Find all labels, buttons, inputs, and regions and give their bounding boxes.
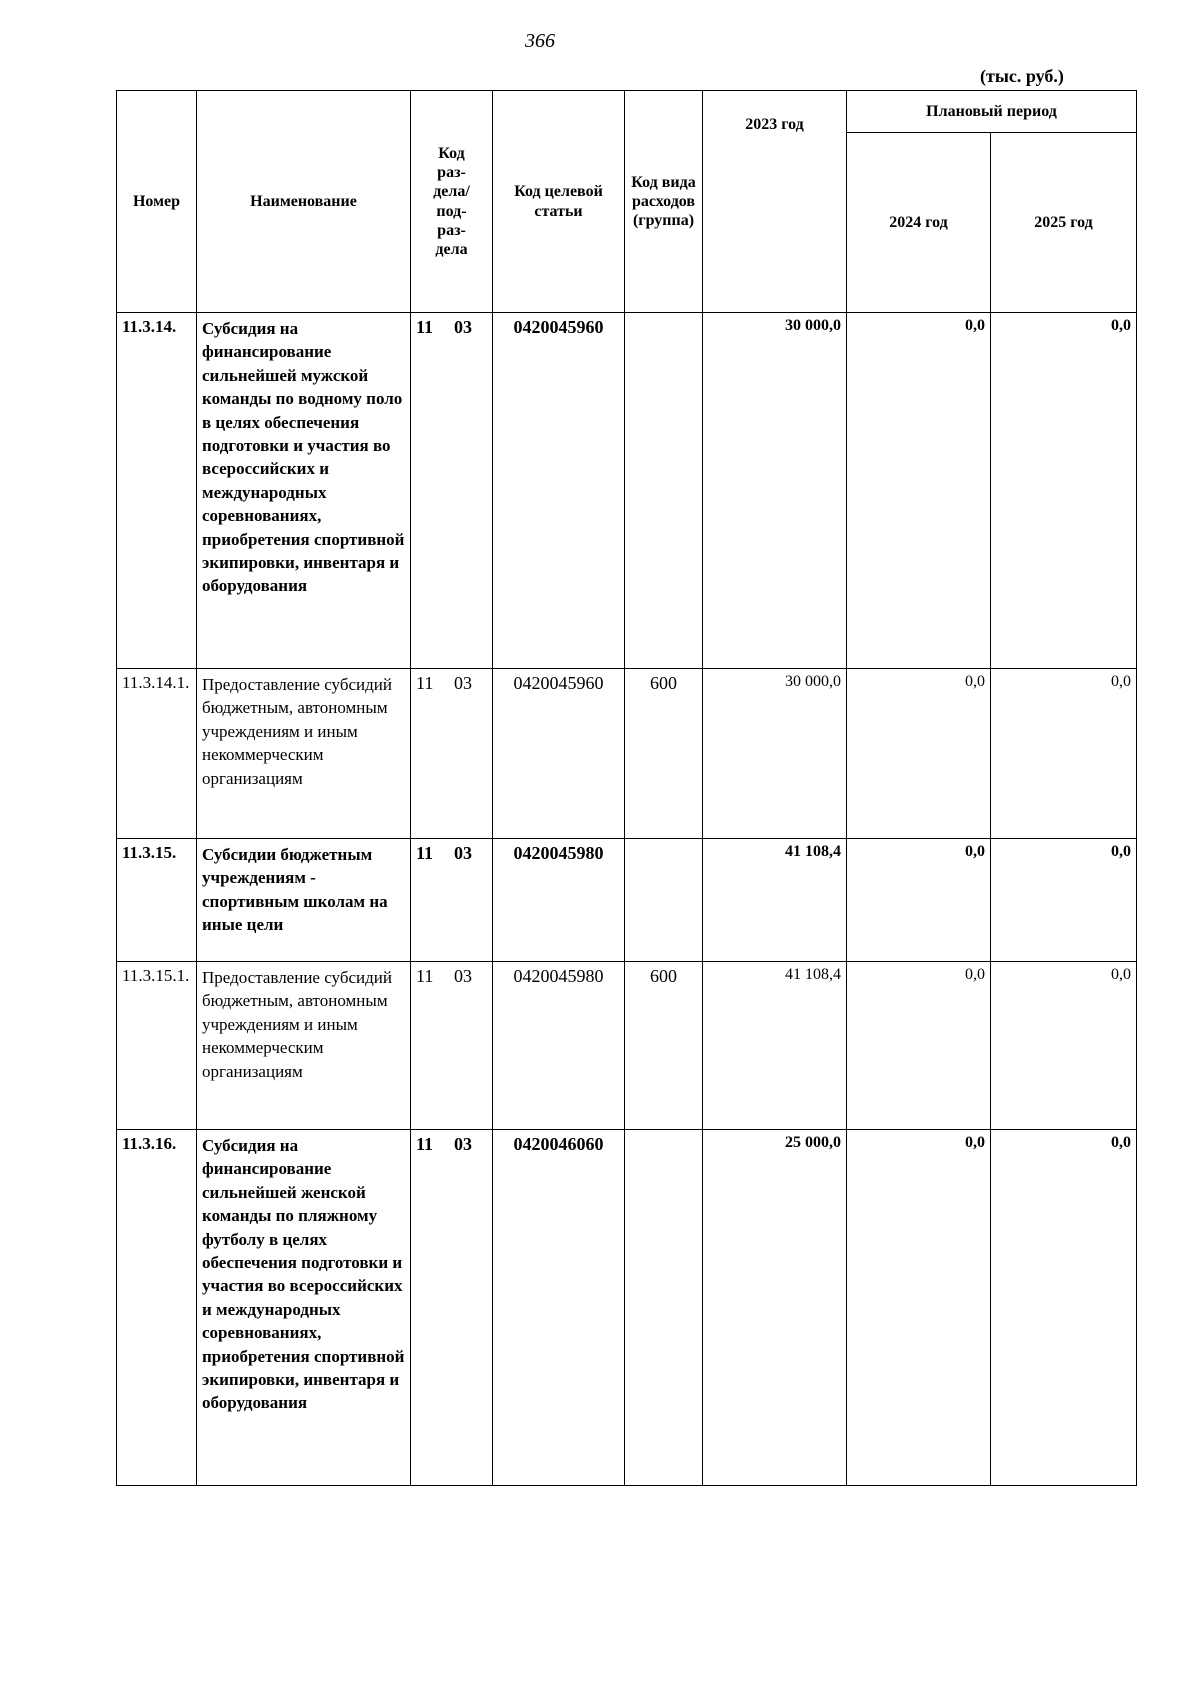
row-section (411, 1130, 493, 1486)
section-code: 11 (416, 317, 434, 337)
row-section (411, 313, 493, 669)
section-code: 11 (416, 1134, 434, 1154)
row-2025: 0,0 (991, 669, 1137, 839)
row-2023: 30 000,0 (703, 313, 847, 669)
row-target: 0420045960 (493, 669, 625, 839)
row-expense (625, 313, 703, 669)
section-code: 11 (416, 966, 434, 986)
row-2024: 0,0 (847, 1130, 991, 1486)
header-year-2023: 2023 год (703, 91, 847, 313)
row-2023: 30 000,0 (703, 669, 847, 839)
row-expense: 600 (625, 962, 703, 1130)
row-2025: 0,0 (991, 313, 1137, 669)
row-expense (625, 1130, 703, 1486)
row-expense: 600 (625, 669, 703, 839)
row-section (411, 839, 493, 962)
table-row (117, 962, 1137, 1130)
row-number: 11.3.15.1. (117, 962, 197, 1130)
section-code: 11 (416, 673, 434, 693)
row-name: Субсидия на финансирование сильнейшей женской команды по пляжному футболу в целях обеспечения подготовки и участия во всероссийских и международных соревнованиях, приобретения спортивной экипировки, инвентаря и оборудования (197, 1130, 411, 1486)
row-number: 11.3.16. (117, 1130, 197, 1486)
row-target: 0420045980 (493, 839, 625, 962)
row-number: 11.3.14. (117, 313, 197, 669)
header-target-code: Код целевой статьи (493, 91, 625, 313)
row-2025: 0,0 (991, 839, 1137, 962)
subsection-code: 03 (454, 966, 472, 986)
page-number: 366 (525, 30, 555, 52)
table-row (117, 313, 1137, 669)
header-number: Номер (117, 91, 197, 313)
row-2023: 25 000,0 (703, 1130, 847, 1486)
row-number: 11.3.15. (117, 839, 197, 962)
header-section-code: Код раз- дела/ под- раз- дела (411, 91, 493, 313)
table-row (117, 1130, 1137, 1486)
table-row (117, 839, 1137, 962)
table-row (117, 669, 1137, 839)
header-name: Наименование (197, 91, 411, 313)
units-label: (тыс. руб.) (980, 66, 1064, 86)
subsection-code: 03 (454, 1134, 472, 1154)
row-2023: 41 108,4 (703, 962, 847, 1130)
row-name: Предоставление субсидий бюджетным, автономным учреждениям и иным некоммерческим организациям (197, 669, 411, 839)
row-number: 11.3.14.1. (117, 669, 197, 839)
row-section (411, 962, 493, 1130)
section-code: 11 (416, 843, 434, 863)
header-expense-code: Код вида расходов (группа) (625, 91, 703, 313)
header-year-2024: 2024 год (847, 133, 991, 313)
row-name: Предоставление субсидий бюджетным, автономным учреждениям и иным некоммерческим организациям (197, 962, 411, 1130)
header-planned-period: Плановый период (847, 91, 1137, 133)
row-2024: 0,0 (847, 962, 991, 1130)
header-year-2025: 2025 год (991, 133, 1137, 313)
row-name: Субсидия на финансирование сильнейшей мужской команды по водному поло в целях обеспечения подготовки и участия во всероссийских и международных соревнованиях, приобретения спортивной экипировки, инвентаря и оборудования (197, 313, 411, 669)
row-2024: 0,0 (847, 839, 991, 962)
row-2024: 0,0 (847, 313, 991, 669)
budget-table (116, 90, 1137, 1486)
subsection-code: 03 (454, 843, 472, 863)
subsection-code: 03 (454, 673, 472, 693)
row-2025: 0,0 (991, 962, 1137, 1130)
row-target: 0420045960 (493, 313, 625, 669)
row-2023: 41 108,4 (703, 839, 847, 962)
row-expense (625, 839, 703, 962)
subsection-code: 03 (454, 317, 472, 337)
row-name: Субсидии бюджетным учреждениям - спортивным школам на иные цели (197, 839, 411, 962)
row-target: 0420046060 (493, 1130, 625, 1486)
row-target: 0420045980 (493, 962, 625, 1130)
row-2025: 0,0 (991, 1130, 1137, 1486)
header-row (117, 91, 1137, 133)
row-section (411, 669, 493, 839)
row-2024: 0,0 (847, 669, 991, 839)
